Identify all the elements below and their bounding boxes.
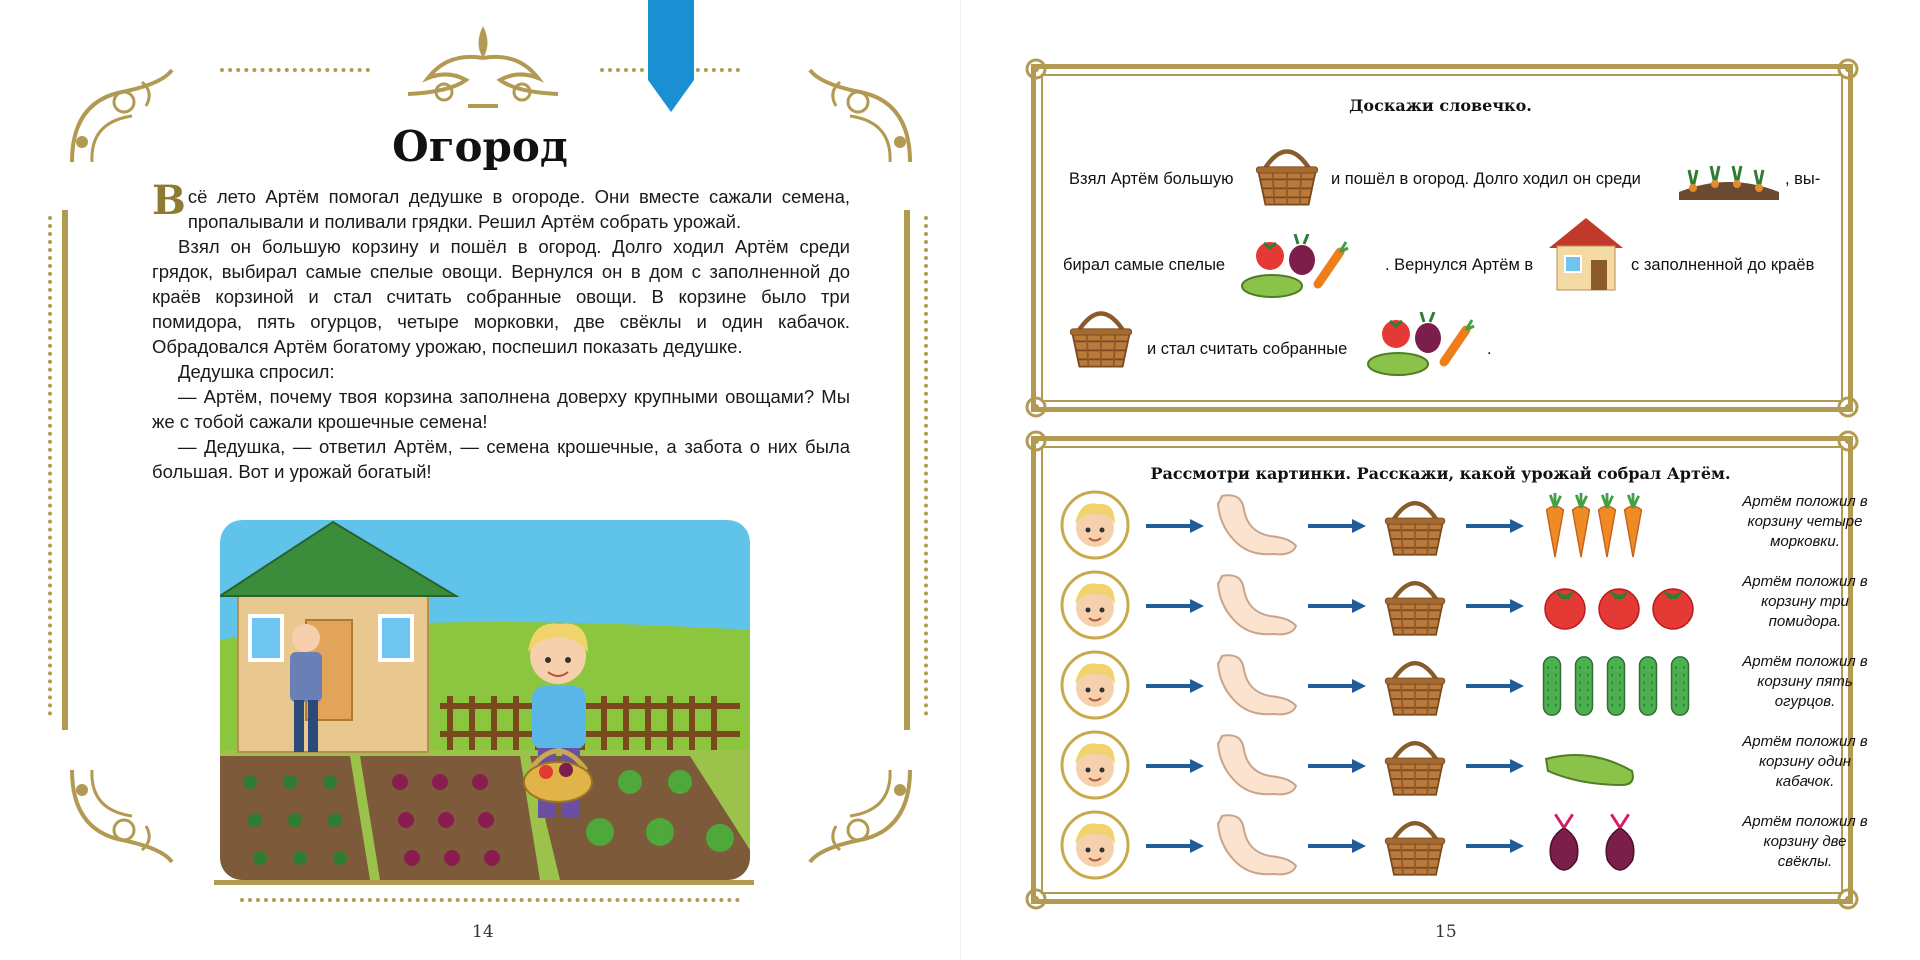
story-title: Огород xyxy=(392,122,568,171)
tomato-icon xyxy=(1540,581,1590,631)
exercise-1-text: бирал самые спелые xyxy=(1063,256,1226,274)
harvest-caption: Артём положил в корзину две свёклы. xyxy=(1742,813,1868,870)
story-text xyxy=(152,177,850,484)
harvest-caption: Артём положил в корзину три помидора. xyxy=(1742,573,1868,630)
corner-ornament-bottom-right-icon xyxy=(800,760,920,870)
dropcap-letter: В xyxy=(152,177,186,224)
frame-corner-ornament-icon xyxy=(1833,54,1863,84)
frame-corner-ornament-icon xyxy=(1021,54,1051,84)
house-icon xyxy=(1545,214,1627,294)
arrow-icon xyxy=(1466,756,1526,776)
right-gold-bar xyxy=(904,210,910,730)
exercise-1-text: , вы- xyxy=(1785,170,1821,188)
harvest-row xyxy=(1060,648,1868,724)
story-paragraph: Дедушка спросил: xyxy=(178,361,335,382)
bottom-gold-bar xyxy=(214,880,754,885)
garden-beds-icon xyxy=(1679,148,1779,200)
harvest-row xyxy=(1060,808,1868,884)
boy-face-icon xyxy=(1060,570,1130,640)
arm-icon xyxy=(1212,572,1302,642)
arm-icon xyxy=(1212,652,1302,722)
basket-icon xyxy=(1065,296,1137,376)
garden-illustration xyxy=(220,520,750,880)
arrow-icon xyxy=(1146,516,1206,536)
arrow-icon xyxy=(1308,836,1368,856)
exercise-2-title: Рассмотри картинки. Расскажи, какой урожай собрал Артём. xyxy=(1150,464,1731,483)
harvest-row xyxy=(1060,568,1868,644)
cucumber-icon xyxy=(1540,653,1564,719)
arrow-icon xyxy=(1466,676,1526,696)
arrow-icon xyxy=(1466,516,1526,536)
beet-icon xyxy=(1540,812,1588,880)
arrow-icon xyxy=(1146,756,1206,776)
arrow-icon xyxy=(1146,836,1206,856)
exercise-1-text: и пошёл в огород. Долго ходил он среди xyxy=(1331,170,1641,188)
exercise-1-text: . Вернулся Артём в xyxy=(1385,256,1534,274)
arrow-icon xyxy=(1308,596,1368,616)
arrow-icon xyxy=(1308,756,1368,776)
corner-ornament-bottom-left-icon xyxy=(62,760,182,870)
arrow-icon xyxy=(1466,596,1526,616)
vegetables-icon xyxy=(1237,234,1353,304)
carrot-icon xyxy=(1618,493,1648,559)
harvest-caption: Артём положил в корзину один кабачок. xyxy=(1742,733,1868,790)
harvest-row xyxy=(1060,728,1868,804)
exercise-1-text: . xyxy=(1487,340,1492,358)
beet-icon xyxy=(1596,812,1644,880)
arm-icon xyxy=(1212,492,1302,562)
basket-icon xyxy=(1378,490,1452,560)
bookmark-ribbon-icon xyxy=(648,0,694,112)
page-number-left: 14 xyxy=(472,922,494,942)
frame-corner-ornament-icon xyxy=(1833,392,1863,422)
basket-icon xyxy=(1251,138,1323,210)
bottom-dotted-rule xyxy=(240,898,740,902)
top-ornament-icon xyxy=(388,22,578,114)
vegetables-icon xyxy=(1363,312,1479,382)
story-paragraph: — Артём, почему твоя корзина заполнена доверху крупными овощами? Мы же с тобой сажали крошечные семена! xyxy=(152,386,850,432)
left-gold-bar xyxy=(62,210,68,730)
tomato-icon xyxy=(1648,581,1698,631)
boy-face-icon xyxy=(1060,810,1130,880)
arm-icon xyxy=(1212,732,1302,802)
story-paragraph: Всё лето Артём помогал дедушке в огороде. Они вместе сажали семена, пропалывали и поливали грядки. Решил Артём собрать урожай. xyxy=(152,177,850,232)
exercise-1-text: с заполненной до краёв xyxy=(1631,256,1815,274)
boy-face-icon xyxy=(1060,730,1130,800)
tomato-icon xyxy=(1594,581,1644,631)
frame-corner-ornament-icon xyxy=(1021,426,1051,456)
arrow-icon xyxy=(1146,596,1206,616)
harvest-caption: Артём положил в корзину пять огурцов. xyxy=(1742,653,1868,710)
arrow-icon xyxy=(1308,516,1368,536)
boy-face-icon xyxy=(1060,650,1130,720)
arrow-icon xyxy=(1146,676,1206,696)
harvest-caption: Артём положил в корзину четыре морковки. xyxy=(1742,493,1868,550)
frame-corner-ornament-icon xyxy=(1833,884,1863,914)
cucumber-icon xyxy=(1572,653,1596,719)
basket-icon xyxy=(1378,810,1452,880)
boy-face-icon xyxy=(1060,490,1130,560)
arrow-icon xyxy=(1308,676,1368,696)
exercise-1-text: и стал считать собранные xyxy=(1147,340,1348,358)
right-dotted-rule xyxy=(924,216,928,716)
frame-corner-ornament-icon xyxy=(1021,884,1051,914)
story-paragraph: Взял он большую корзину и пошёл в огород. Долго ходил Артём среди грядок, выбирал самые спелые овощи. Вернулся он в дом с заполненной до краёв корзиной и стал считать собранные овощи. В корзине было три помидора, пять огурцов, четыре морковки, две свёклы и один кабачок. Обрадовался Артём богатому урожаю, поспешил показать дедушке. xyxy=(152,236,850,357)
cucumber-icon xyxy=(1636,653,1660,719)
cucumber-icon xyxy=(1668,653,1692,719)
exercise-1-title: Доскажи словечко. xyxy=(1349,96,1532,115)
cucumber-icon xyxy=(1604,653,1628,719)
basket-icon xyxy=(1378,570,1452,640)
exercise-1-text: Взял Артём большую xyxy=(1069,170,1234,188)
top-dotted-rule-left xyxy=(220,68,370,72)
left-dotted-rule xyxy=(48,216,52,716)
story-paragraph: — Дедушка, — ответил Артём, — семена крошечные, а забота о них была большая. Вот и урожай богатый! xyxy=(152,436,850,482)
zucchini-icon xyxy=(1540,741,1640,791)
harvest-row xyxy=(1060,488,1868,564)
frame-corner-ornament-icon xyxy=(1833,426,1863,456)
basket-icon xyxy=(1378,730,1452,800)
basket-icon xyxy=(1378,650,1452,720)
arrow-icon xyxy=(1466,836,1526,856)
frame-corner-ornament-icon xyxy=(1021,392,1051,422)
arm-icon xyxy=(1212,812,1302,882)
page-number-right: 15 xyxy=(1435,922,1457,942)
